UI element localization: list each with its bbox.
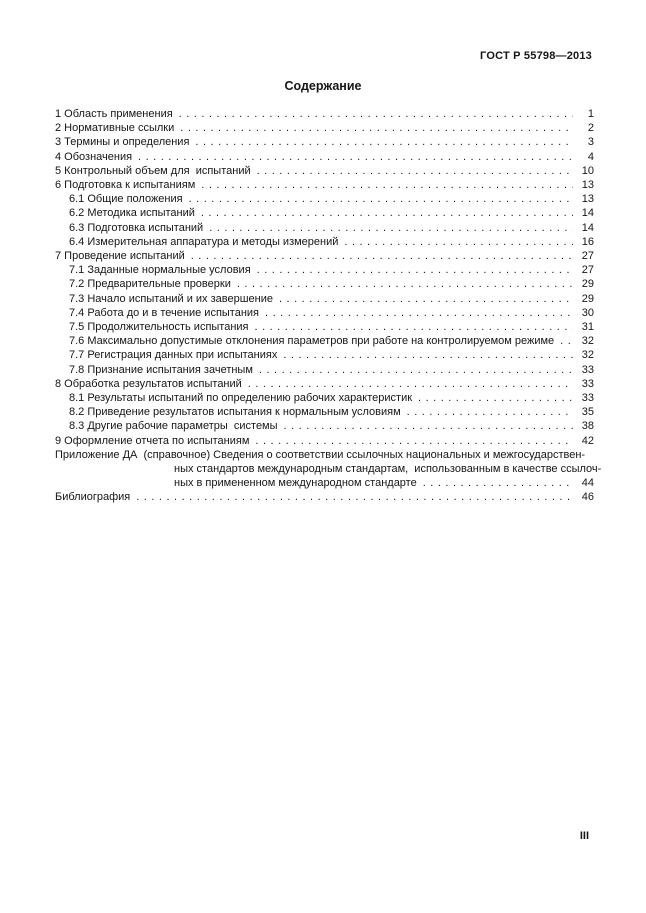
dot-leader <box>237 277 573 291</box>
toc-entry-label: 6.4 Измерительная аппаратура и методы измерений <box>69 235 339 248</box>
toc-entry-label: 6.2 Методика испытаний <box>69 207 195 220</box>
toc-entry-label: 7.3 Начало испытаний и их завершение <box>69 292 273 305</box>
toc-entry-label: 5 Контрольный объем для испытаний <box>55 164 251 177</box>
toc-entry-label: 7.8 Признание испытания зачетным <box>69 363 253 376</box>
toc-entry-label: 8.3 Другие рабочие параметры системы <box>69 420 278 433</box>
toc-entry-page: 35 <box>581 406 594 419</box>
toc-entry <box>55 263 594 277</box>
toc-entry <box>55 292 594 306</box>
toc-entry-page: 29 <box>581 278 594 291</box>
toc-entry <box>55 249 594 263</box>
toc-entry <box>55 178 594 192</box>
dot-leader <box>284 419 573 433</box>
toc-entry-label: 6.3 Подготовка испытаний <box>69 221 204 234</box>
toc-entry-label: 7 Проведение испытаний <box>55 250 185 263</box>
toc-entry-page: 32 <box>581 335 594 348</box>
dot-leader <box>259 363 573 377</box>
dot-leader <box>407 405 573 419</box>
toc-entry-label: Библиография <box>55 491 131 504</box>
dot-leader <box>560 334 573 348</box>
toc-entry-page: 29 <box>581 292 594 305</box>
dot-leader <box>423 476 573 490</box>
toc-entry <box>55 419 594 433</box>
toc-entry-label: 1 Область применения <box>55 108 173 120</box>
toc-entry <box>55 277 594 291</box>
dot-leader <box>195 135 573 149</box>
toc-entry-page: 33 <box>581 363 594 376</box>
dot-leader <box>180 121 573 135</box>
toc-entry <box>55 405 594 419</box>
table-of-contents <box>55 107 602 505</box>
toc-entry-page: 27 <box>581 264 594 277</box>
toc-entry <box>55 490 594 504</box>
toc-entry-label: 7.6 Максимально допустимые отклонения параметров при работе на контролируемом режиме <box>69 335 555 348</box>
toc-entry <box>55 391 594 405</box>
toc-entry-label: ных в примененном международном стандарте <box>174 477 417 490</box>
toc-entry-label: Приложение ДА (справочное) Сведения о соответствии ссылочных национальных и межгосударствен- <box>55 448 586 461</box>
dot-leader <box>191 249 573 263</box>
toc-entry-page: 33 <box>581 377 594 390</box>
toc-entry-page: 1 <box>587 108 594 120</box>
toc-entry-page: 32 <box>581 349 594 362</box>
toc-entry-page: 38 <box>581 420 594 433</box>
toc-entry-page: 14 <box>581 207 594 220</box>
footer-page-number: III <box>579 830 589 842</box>
toc-entry-label: 7.2 Предварительные проверки <box>69 278 231 291</box>
toc-entry-label: 2 Нормативные ссылки <box>55 122 175 135</box>
toc-entry-label: 6 Подготовка к испытаниям <box>55 179 196 192</box>
toc-entry <box>55 150 594 164</box>
toc-entry <box>55 306 594 320</box>
toc-entry-label: 8 Обработка результатов испытаний <box>55 377 242 390</box>
toc-entry <box>55 334 594 348</box>
dot-leader <box>248 377 573 391</box>
dot-leader <box>283 348 573 362</box>
dot-leader <box>257 263 573 277</box>
page-title: Содержание <box>284 79 362 93</box>
toc-entry-label: 8.1 Результаты испытаний по определению рабочих характеристик <box>69 392 413 405</box>
toc-entry-page: 3 <box>587 136 594 149</box>
toc-entry-page: 30 <box>581 306 594 319</box>
dot-leader <box>257 164 573 178</box>
dot-leader <box>255 434 573 448</box>
toc-entry <box>55 363 594 377</box>
toc-entry-label: 8.2 Приведение результатов испытания к нормальным условиям <box>69 406 401 419</box>
toc-entry <box>55 164 594 178</box>
toc-entry-page: 33 <box>581 392 594 405</box>
toc-entry <box>55 107 594 121</box>
dot-leader <box>209 221 573 235</box>
dot-leader <box>418 391 573 405</box>
toc-entry-label: 7.5 Продолжительность испытания <box>69 321 249 334</box>
dot-leader <box>265 306 573 320</box>
toc-entry-label: 7.1 Заданные нормальные условия <box>69 264 251 277</box>
toc-entry-label: 9 Оформление отчета по испытаниям <box>55 434 250 447</box>
toc-entry-page: 2 <box>587 122 594 135</box>
toc-entry-label: 3 Термины и определения <box>55 136 190 149</box>
doc-code: ГОСТ Р 55798—2013 <box>480 50 592 62</box>
toc-entry <box>55 206 594 220</box>
dot-leader <box>255 320 573 334</box>
toc-entry <box>55 192 594 206</box>
dot-leader <box>138 150 573 164</box>
dot-leader <box>344 235 573 249</box>
toc-entry <box>55 448 602 491</box>
toc-entry-page: 13 <box>581 193 594 206</box>
toc-entry <box>55 221 594 235</box>
toc-entry-page: 46 <box>581 491 594 504</box>
dot-leader <box>201 178 573 192</box>
dot-leader <box>201 206 573 220</box>
toc-entry-page: 44 <box>581 477 594 490</box>
toc-entry-label: 7.4 Работа до и в течение испытания <box>69 306 260 319</box>
toc-entry-label: 7.7 Регистрация данных при испытаниях <box>69 349 278 362</box>
toc-entry-page: 13 <box>581 179 594 192</box>
toc-entry-page: 10 <box>581 164 594 177</box>
toc-entry <box>55 121 594 135</box>
toc-entry <box>55 348 594 362</box>
toc-entry <box>55 434 594 448</box>
toc-entry-page: 31 <box>581 321 594 334</box>
dot-leader <box>189 192 573 206</box>
toc-entry-label: ных стандартов международным стандартам, использованным в качестве ссылоч- <box>174 463 602 476</box>
toc-entry-page: 42 <box>581 434 594 447</box>
toc-entry <box>55 235 594 249</box>
toc-entry-label: 4 Обозначения <box>55 150 133 163</box>
toc-entry-page: 14 <box>581 221 594 234</box>
dot-leader <box>279 292 573 306</box>
toc-entry <box>55 320 594 334</box>
dot-leader <box>179 107 573 121</box>
toc-entry <box>55 377 594 391</box>
toc-entry-page: 16 <box>581 235 594 248</box>
toc-entry-page: 4 <box>587 150 594 163</box>
toc-entry-label: 6.1 Общие положения <box>69 193 183 206</box>
dot-leader <box>136 490 573 504</box>
toc-entry <box>55 135 594 149</box>
toc-entry-page: 27 <box>581 250 594 263</box>
